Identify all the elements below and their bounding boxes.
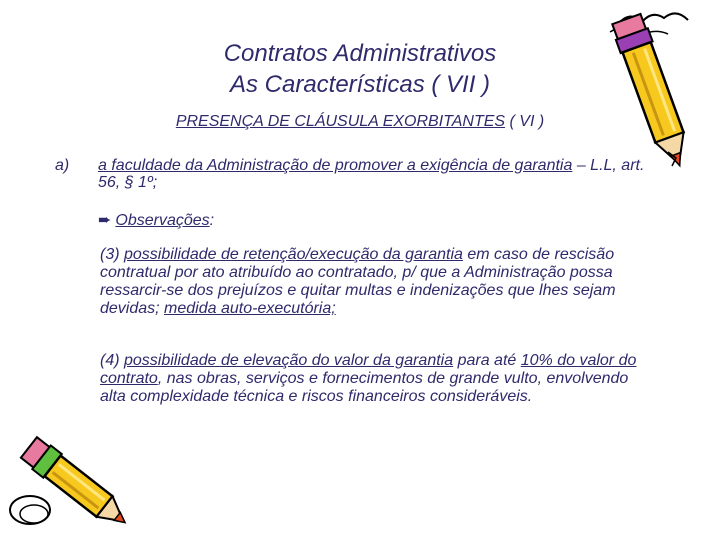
pencil-icon-top-right: [598, 2, 710, 177]
item-a-rest: – L.L, art. 56, § 1º;: [98, 157, 645, 191]
title-line-1: Contratos Administrativos: [223, 40, 497, 67]
para4-prefix: (4): [100, 352, 124, 369]
observacoes-heading: [98, 210, 214, 230]
para4-rest: , nas obras, serviços e fornecimentos de grande vulto, envolvendo alta complexidade técnica e riscos financeiros consideráveis.: [100, 370, 629, 405]
observacoes-label: Observações: [115, 212, 210, 229]
para3-underlined-2: medida auto-executória;: [164, 300, 336, 317]
observacoes-colon: :: [209, 212, 215, 229]
para3-underlined-1: possibilidade de retenção/execução da garantia: [124, 246, 463, 263]
para4-underlined-2: 10% do valor do contrato: [100, 352, 637, 387]
subtitle-underlined: PRESENÇA DE CLÁUSULA EXORBITANTES: [175, 113, 506, 130]
para3-prefix: (3): [100, 246, 124, 263]
para4-underlined-1: possibilidade de elevação do valor da garantia: [124, 352, 454, 369]
item-a-text: [98, 157, 668, 191]
arrow-icon: ➨: [98, 212, 112, 229]
item-a-letter: a): [55, 157, 70, 174]
paragraph-4: [100, 352, 640, 406]
para4-middle: para até: [453, 352, 521, 369]
item-a-underlined: a faculdade da Administração de promover a exigência de garantia: [98, 157, 573, 174]
paragraph-3: [100, 246, 640, 318]
pencil-icon-bottom-left: [2, 430, 142, 540]
subtitle-rest: ( VI ): [505, 113, 545, 130]
title-line-2: As Características ( VII ): [229, 71, 491, 98]
para3-middle: em caso de rescisão contratual por ato atribuído ao contratado, p/ que a Administração possa ressarcir-se dos prejuízos e quitar multas e indenizações que lhes sejam devidas;: [100, 246, 616, 317]
